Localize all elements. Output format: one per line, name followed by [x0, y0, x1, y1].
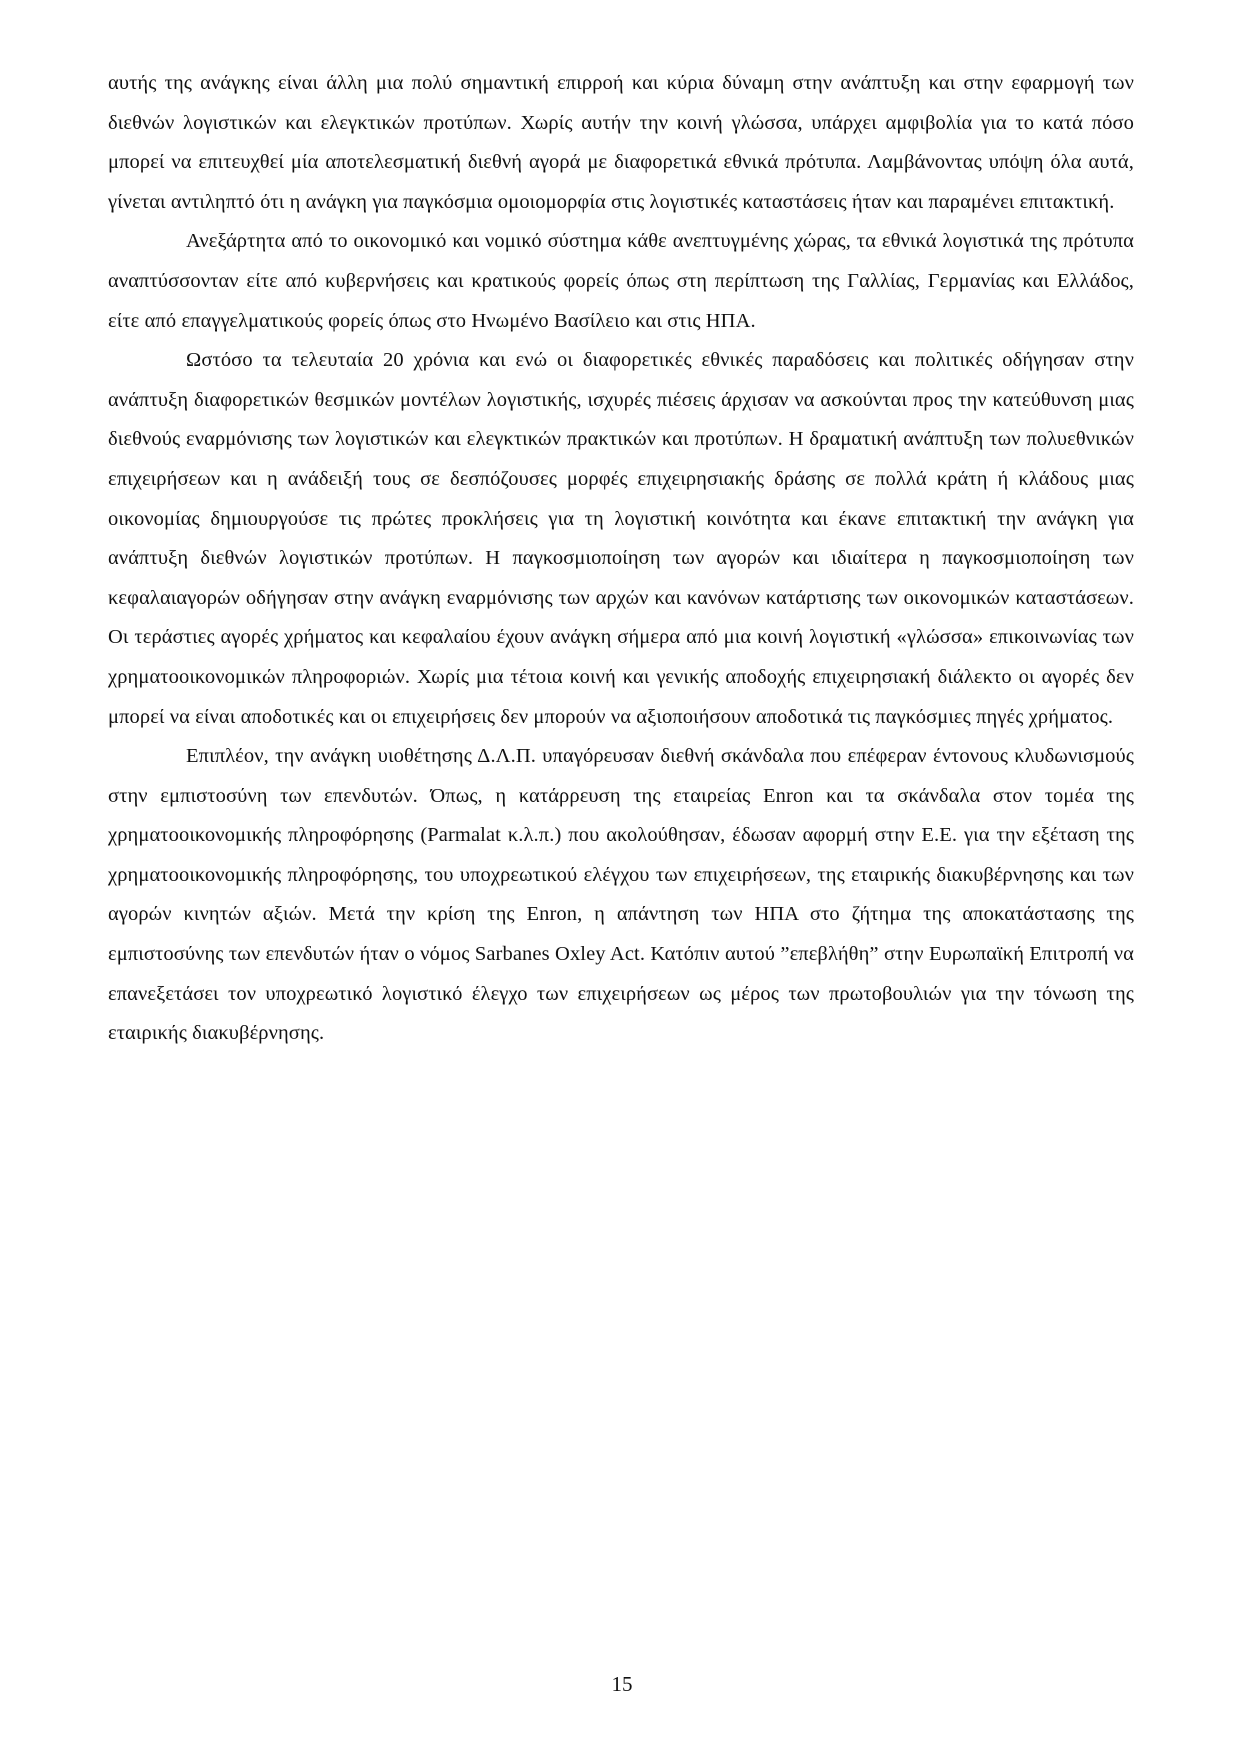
page-number: 15 — [611, 1672, 633, 1696]
body-text — [108, 64, 1134, 1054]
paragraph-4: Επιπλέον, την ανάγκη υιοθέτησης Δ.Λ.Π. υπαγόρευσαν διεθνή σκάνδαλα που επέφεραν έντονους κλυδωνισμούς στην εμπιστοσύνη των επενδυτών. Όπως, η κατάρρευση της εταιρείας Enron και τα σκάνδαλα στον τομέα της χρηματοοικονομικής πληροφόρησης (Parmalat κ.λ.π.) που ακολούθησαν, έδωσαν αφορμή στην Ε.Ε. για την εξέταση της χρηματοοικονομικής πληροφόρησης, του υποχρεωτικού ελέγχου των επιχειρήσεων, της εταιρικής διακυβέρνησης και των αγορών κινητών αξιών. Μετά την κρίση της Enron, η απάντηση των ΗΠΑ στο ζήτημα της αποκατάστασης της εμπιστοσύνης των επενδυτών ήταν ο νόμος Sarbanes Oxley Act. Κατόπιν αυτού ”επεβλήθη” στην Ευρωπαϊκή Επιτροπή να επανεξετάσει τον υποχρεωτικό λογιστικό έλεγχο των επιχειρήσεων ως μέρος των πρωτοβουλιών για την τόνωση της εταιρικής διακυβέρνησης. — [108, 745, 1134, 1045]
paragraph-3: Ωστόσο τα τελευταία 20 χρόνια και ενώ οι διαφορετικές εθνικές παραδόσεις και πολιτικές οδήγησαν στην ανάπτυξη διαφορετικών θεσμικών μοντέλων λογιστικής, ισχυρές πιέσεις άρχισαν να ασκούνται προς την κατεύθυνση μιας διεθνούς εναρμόνισης των λογιστικών και ελεγκτικών πρακτικών και προτύπων. Η δραματική ανάπτυξη των πολυεθνικών επιχειρήσεων και η ανάδειξή τους σε δεσπόζουσες μορφές επιχειρησιακής δράσης σε πολλά κράτη ή κλάδους μιας οικονομίας δημιουργούσε τις πρώτες προκλήσεις για τη λογιστική κοινότητα και έκανε επιτακτική την ανάγκη για ανάπτυξη διεθνών λογιστικών προτύπων. Η παγκοσμιοποίηση των αγορών και ιδιαίτερα η παγκοσμιοποίηση των κεφαλαιαγορών οδήγησαν στην ανάγκη εναρμόνισης των αρχών και κανόνων κατάρτισης των οικονομικών καταστάσεων. Οι τεράστιες αγορές χρήματος και κεφαλαίου έχουν ανάγκη σήμερα από μια κοινή λογιστική «γλώσσα» επικοινωνίας των χρηματοοικονομικών πληροφοριών. Χωρίς μια τέτοια κοινή και γενικής αποδοχής επιχειρησιακή διάλεκτο οι αγορές δεν μπορεί να είναι αποδοτικές και οι επιχειρήσεις δεν μπορούν να αξιοποιήσουν αποδοτικά τις παγκόσμιες πηγές χρήματος. — [108, 349, 1134, 728]
paragraph-2: Ανεξάρτητα από το οικονομικό και νομικό σύστημα κάθε ανεπτυγμένης χώρας, τα εθνικά λογιστικά της πρότυπα αναπτύσσονταν είτε από κυβερνήσεις και κρατικούς φορείς όπως στη περίπτωση της Γαλλίας, Γερμανίας και Ελλάδος, είτε από επαγγελματικούς φορείς όπως στο Ηνωμένο Βασίλειο και στις ΗΠΑ. — [108, 230, 1134, 332]
paragraph-1: αυτής της ανάγκης είναι άλλη μια πολύ σημαντική επιρροή και κύρια δύναμη στην ανάπτυξη και στην εφαρμογή των διεθνών λογιστικών και ελεγκτικών προτύπων. Χωρίς αυτήν την κοινή γλώσσα, υπάρχει αμφιβολία για το κατά πόσο μπορεί να επιτευχθεί μία αποτελεσματική διεθνή αγορά με διαφορετικά εθνικά πρότυπα. Λαμβάνοντας υπόψη όλα αυτά, γίνεται αντιληπτό ότι η ανάγκη για παγκόσμια ομοιομορφία στις λογιστικές καταστάσεις ήταν και παραμένει επιτακτική. — [108, 72, 1134, 213]
